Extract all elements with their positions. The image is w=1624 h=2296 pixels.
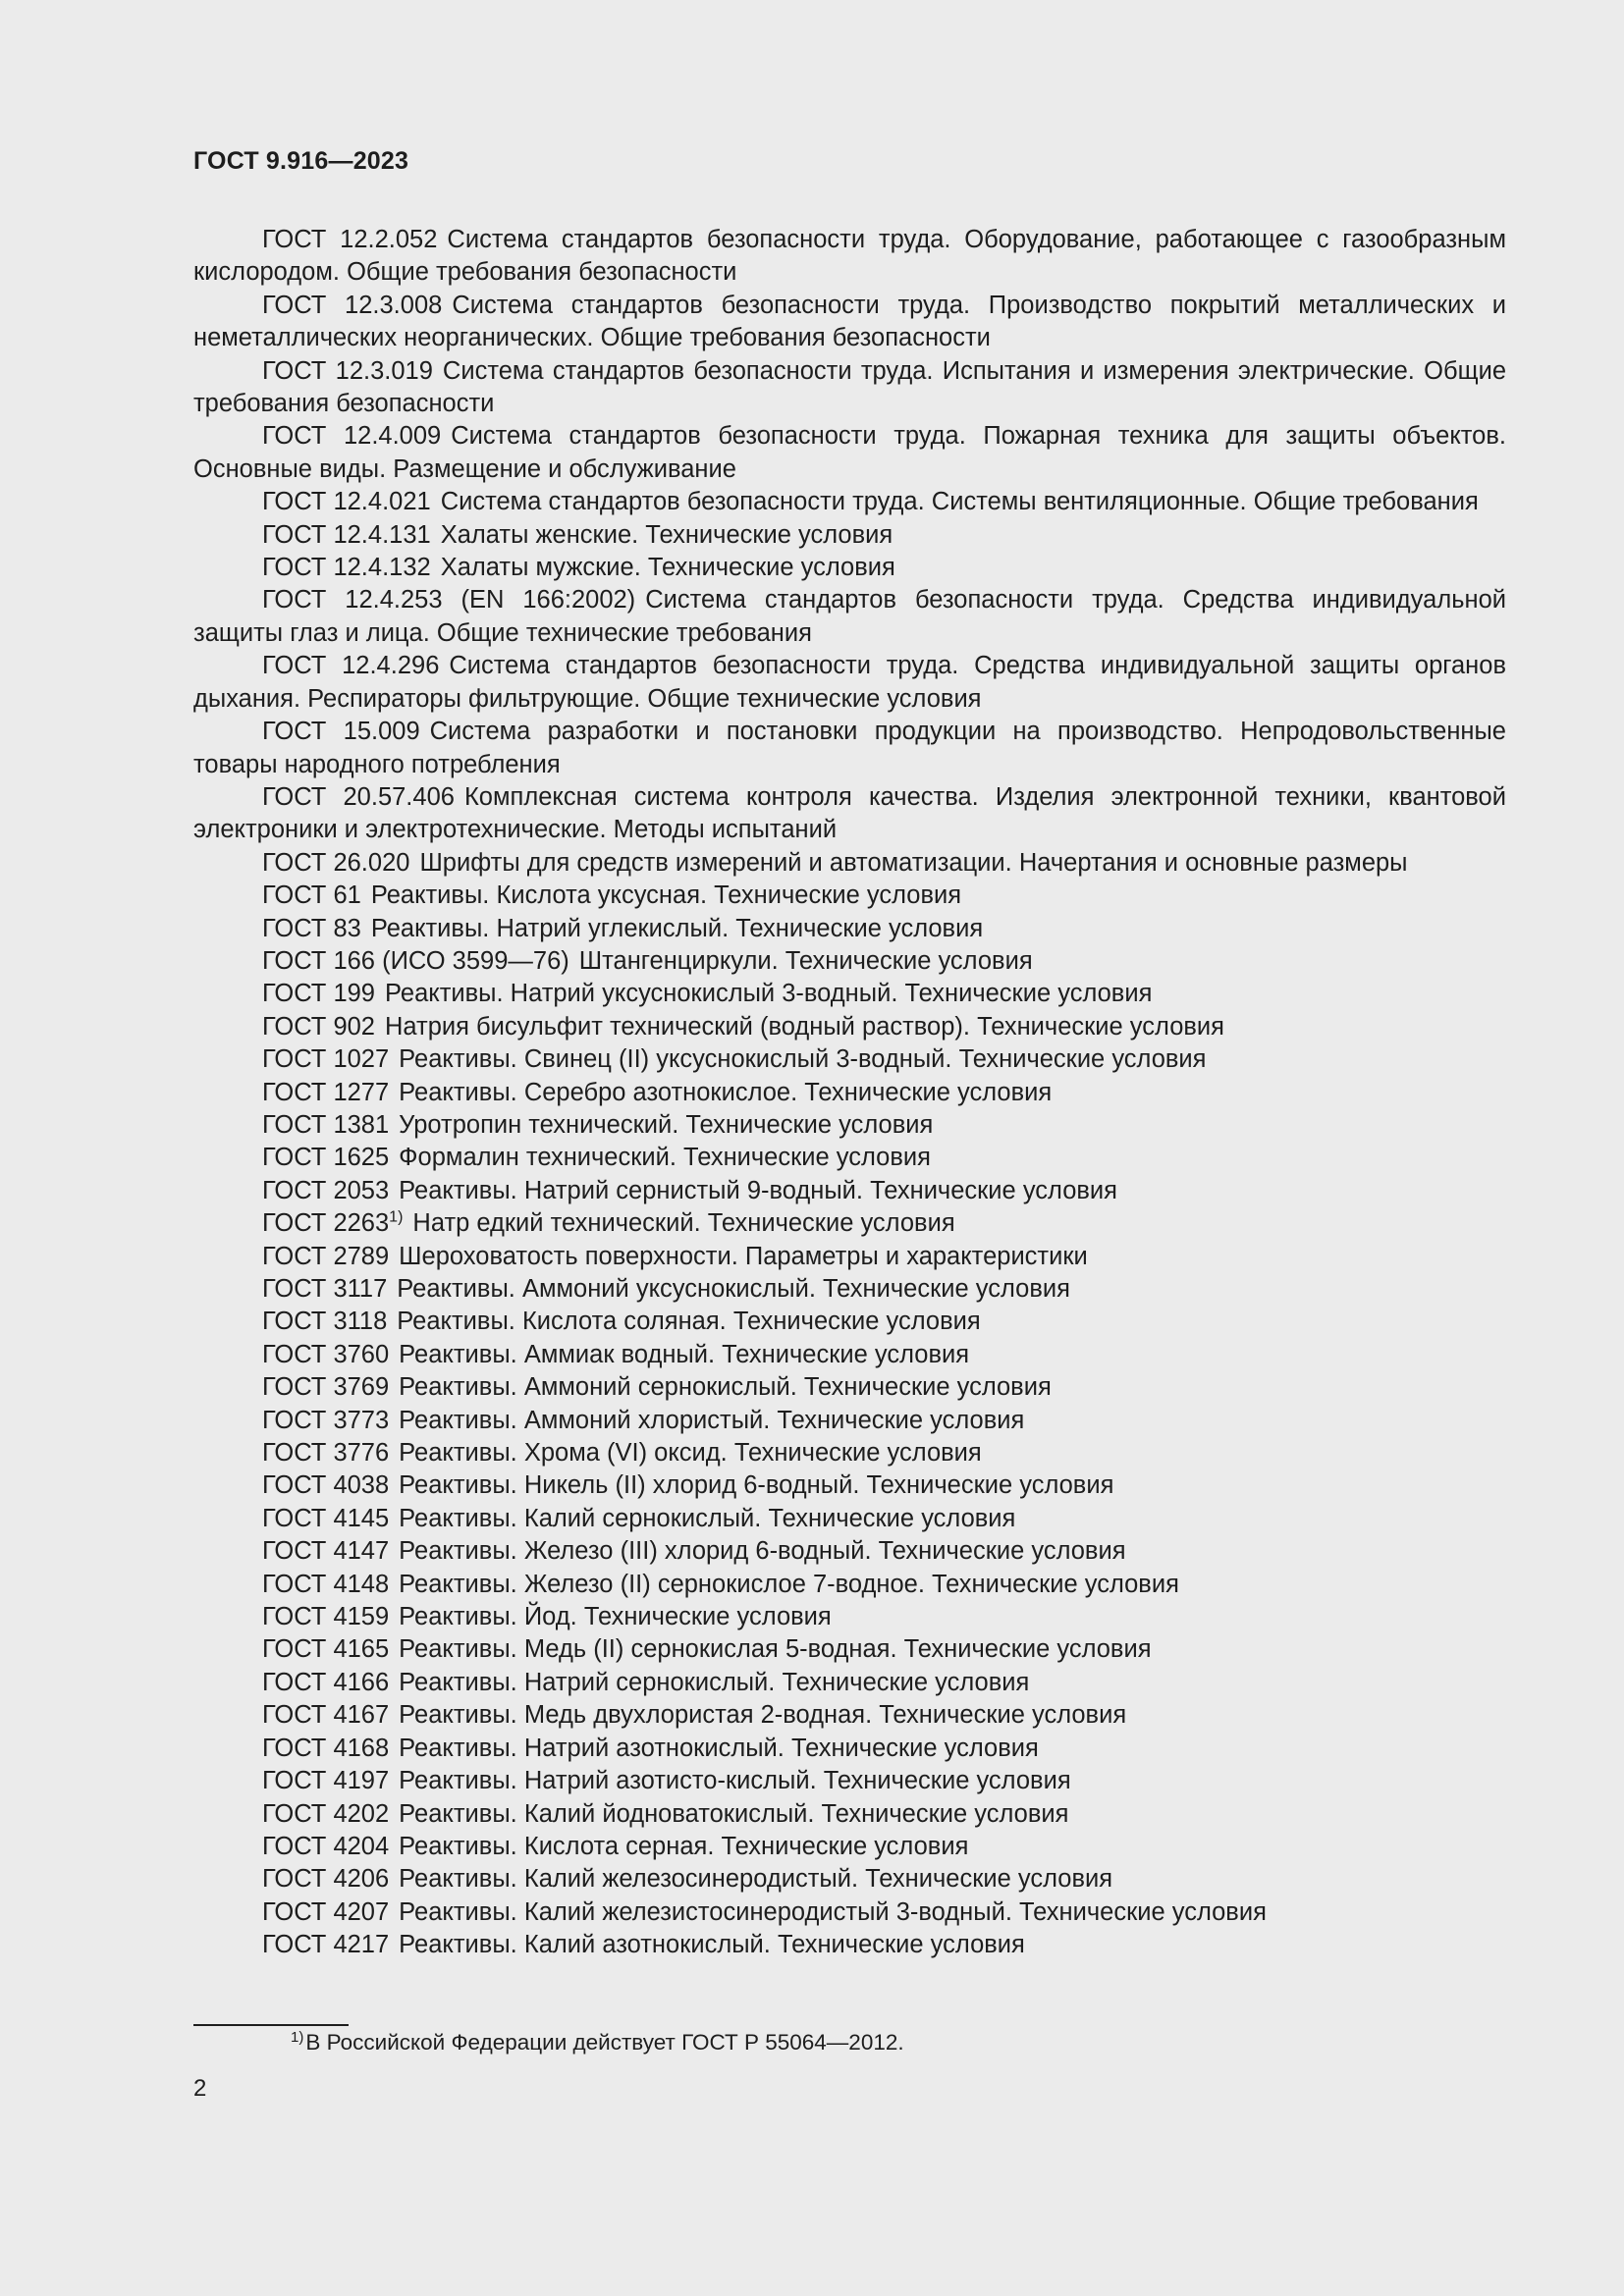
reference-title: Система разработки и постановки продукции на производство. Непродовольственные товары народного потребления: [193, 718, 1506, 778]
reference-code: [262, 1669, 389, 1696]
reference-title: Реактивы. Натрий уксуснокислый 3-водный. Технические условия: [385, 980, 1153, 1008]
reference-item: [193, 1077, 1506, 1109]
reference-code: [262, 554, 431, 581]
reference-code: [262, 783, 455, 811]
reference-code: [262, 1111, 389, 1139]
reference-title: Реактивы. Калий железосинеродистый. Технические условия: [399, 1865, 1113, 1894]
reference-code: [262, 652, 439, 679]
reference-title: Реактивы. Натрий сернистый 9-водный. Технические условия: [399, 1176, 1117, 1204]
reference-item: [193, 552, 1506, 584]
reference-code-text: ГОСТ 61: [262, 881, 361, 910]
reference-item: [193, 584, 1506, 650]
footnote-marker: 1): [291, 2028, 304, 2046]
reference-item: [193, 1273, 1506, 1306]
reference-code: [262, 422, 441, 450]
reference-title: Реактивы. Кислота соляная. Технические условия: [397, 1308, 981, 1336]
reference-code: [262, 1013, 375, 1041]
reference-code-text: ГОСТ 3118: [262, 1308, 388, 1336]
reference-item: [193, 519, 1506, 552]
reference-title: Система стандартов безопасности труда. Испытания и измерения электрические. Общие требования безопасности: [193, 356, 1506, 418]
reference-title: Реактивы. Калий азотнокислый. Технические условия: [399, 1931, 1025, 1959]
reference-code: [262, 357, 433, 385]
reference-code-text: ГОСТ 4206: [262, 1865, 390, 1894]
reference-item: [193, 1306, 1506, 1338]
reference-title: Реактивы. Калий железистосинеродистый 3-водный. Технические условия: [399, 1897, 1267, 1926]
reference-item: [193, 1831, 1506, 1863]
reference-code: [262, 881, 361, 909]
reference-code: [262, 947, 569, 975]
reference-code: [262, 1931, 389, 1958]
reference-code-text: ГОСТ 12.2.052: [262, 226, 438, 253]
reference-code-text: ГОСТ 4204: [262, 1832, 390, 1860]
reference-code: [262, 1407, 389, 1434]
footnote-ref-marker: 1): [389, 1208, 404, 1226]
reference-code-text: ГОСТ 3776: [262, 1439, 390, 1468]
reference-code-text: ГОСТ 4207: [262, 1897, 390, 1926]
reference-item: [193, 945, 1506, 978]
reference-item: [193, 1733, 1506, 1765]
reference-title: Реактивы. Никель (II) хлорид 6-водный. Технические условия: [399, 1471, 1114, 1500]
reference-code: [262, 915, 361, 942]
reference-code: [262, 1471, 389, 1499]
reference-title: Реактивы. Серебро азотнокислое. Технические условия: [399, 1078, 1053, 1106]
reference-title: Реактивы. Хрома (VI) оксид. Технические условия: [399, 1439, 982, 1468]
reference-code: [262, 1537, 389, 1565]
reference-code: [262, 1243, 389, 1270]
reference-title: Реактивы. Свинец (II) уксуснокислый 3-водный. Технические условия: [399, 1045, 1207, 1074]
reference-code-text: ГОСТ 1277: [262, 1078, 390, 1106]
reference-code: [262, 1800, 389, 1828]
reference-item: [193, 1798, 1506, 1831]
reference-code-text: ГОСТ 12.4.132: [262, 554, 431, 582]
reference-code-text: ГОСТ 4167: [262, 1701, 390, 1730]
reference-title: Реактивы. Натрий углекислый. Технические условия: [370, 914, 984, 942]
reference-code: [262, 1767, 389, 1794]
reference-code: [262, 1209, 403, 1237]
reference-code-text: ГОСТ 3760: [262, 1340, 390, 1368]
reference-title: Реактивы. Аммоний уксуснокислый. Технические условия: [397, 1275, 1070, 1303]
reference-item: [193, 1699, 1506, 1732]
reference-code-text: ГОСТ 902: [262, 1012, 375, 1041]
reference-code-text: ГОСТ 2789: [262, 1242, 390, 1270]
reference-code-text: ГОСТ 12.3.019: [262, 356, 433, 385]
reference-code: [262, 1701, 389, 1729]
reference-code-text: ГОСТ 12.4.131: [262, 520, 431, 549]
reference-item: [193, 913, 1506, 945]
footnote-text: В Российской Федерации действует ГОСТ Р 55064—2012.: [305, 2030, 904, 2055]
reference-title: Комплексная система контроля качества. Изделия электронной техники, квантовой электроники и электротехнические. Методы испытаний: [193, 782, 1506, 844]
reference-title: Реактивы. Натрий сернокислый. Технические условия: [399, 1668, 1030, 1696]
reference-code: [262, 980, 375, 1007]
reference-title: Штангенциркули. Технические условия: [578, 946, 1033, 975]
reference-title: Система стандартов безопасности труда. Пожарная техника для защиты объектов. Основные виды. Размещение и обслуживание: [193, 422, 1506, 483]
reference-code: [262, 1144, 389, 1171]
reference-title: Халаты мужские. Технические условия: [440, 554, 895, 582]
reference-title: Система стандартов безопасности труда. Системы вентиляционные. Общие требования: [440, 488, 1479, 516]
reference-code: [262, 1735, 389, 1762]
reference-item: [193, 486, 1506, 518]
reference-code: [262, 1079, 389, 1106]
reference-code: [262, 521, 431, 549]
reference-title: Халаты женские. Технические условия: [440, 520, 893, 549]
reference-item: [193, 1405, 1506, 1437]
reference-item: [193, 1371, 1506, 1404]
reference-title: Система стандартов безопасности труда. Оборудование, работающее с газообразным кислородом. Общие требования безопасности: [193, 226, 1506, 287]
reference-code-text: ГОСТ 4147: [262, 1537, 390, 1566]
reference-item: [193, 1339, 1506, 1371]
reference-code: [262, 292, 442, 319]
reference-code: [262, 586, 635, 614]
reference-item: [193, 1437, 1506, 1469]
footnote: [291, 2030, 904, 2056]
reference-code: [262, 1505, 389, 1532]
reference-code-text: ГОСТ 2263: [262, 1209, 390, 1238]
reference-title: Система стандартов безопасности труда. Средства индивидуальной защиты глаз и лица. Общие технические требования: [193, 586, 1506, 647]
reference-code: [262, 1898, 389, 1926]
reference-title: Реактивы. Кислота серная. Технические условия: [399, 1832, 969, 1860]
reference-item: [193, 1929, 1506, 1961]
reference-code: [262, 718, 420, 745]
reference-title: Реактивы. Железо (III) хлорид 6-водный. Технические условия: [399, 1537, 1126, 1566]
reference-code: [262, 1308, 387, 1335]
reference-title: Натрия бисульфит технический (водный раствор). Технические условия: [385, 1012, 1224, 1041]
reference-code-text: ГОСТ 4202: [262, 1799, 390, 1828]
page-header: ГОСТ 9.916—2023: [193, 147, 409, 175]
reference-code-text: ГОСТ 4148: [262, 1570, 390, 1598]
reference-code-text: ГОСТ 4145: [262, 1504, 390, 1532]
reference-item: [193, 716, 1506, 781]
reference-code-text: ГОСТ 15.009: [262, 718, 420, 746]
reference-item: [193, 1011, 1506, 1043]
reference-item: [193, 1469, 1506, 1502]
reference-code-text: ГОСТ 12.3.008: [262, 291, 443, 319]
reference-item: [193, 1109, 1506, 1142]
reference-code: [262, 1571, 389, 1598]
reference-title: Натр едкий технический. Технические условия: [412, 1209, 955, 1238]
reference-code-text: ГОСТ 26.020: [262, 848, 410, 877]
reference-title: Уротропин технический. Технические условия: [399, 1110, 934, 1139]
reference-code-text: ГОСТ 3769: [262, 1373, 390, 1402]
reference-title: Реактивы. Аммиак водный. Технические условия: [399, 1340, 970, 1368]
reference-title: Реактивы. Натрий азотнокислый. Технические условия: [399, 1734, 1039, 1762]
reference-code: [262, 1177, 389, 1204]
reference-item: [193, 420, 1506, 486]
reference-code-text: ГОСТ 199: [262, 980, 375, 1008]
reference-code-text: ГОСТ 4197: [262, 1767, 390, 1795]
reference-code-text: ГОСТ 4168: [262, 1734, 390, 1762]
reference-code: [262, 849, 409, 877]
reference-item: [193, 1667, 1506, 1699]
reference-code: [262, 226, 437, 253]
reference-item: [193, 1601, 1506, 1633]
reference-item: [193, 1765, 1506, 1797]
reference-title: Система стандартов безопасности труда. Производство покрытий металлических и неметаллических неорганических. Общие требования безопасности: [193, 291, 1506, 352]
reference-title: Система стандартов безопасности труда. Средства индивидуальной защиты органов дыхания. Респираторы фильтрующие. Общие технические условия: [193, 652, 1506, 713]
reference-item: [193, 1175, 1506, 1207]
reference-code-text: ГОСТ 4217: [262, 1931, 390, 1959]
reference-item: [193, 1863, 1506, 1896]
reference-code-text: ГОСТ 2053: [262, 1176, 390, 1204]
reference-title: Реактивы. Медь (II) сернокислая 5-водная. Технические условия: [399, 1635, 1152, 1664]
reference-item: [193, 1569, 1506, 1601]
reference-code-text: ГОСТ 1625: [262, 1144, 390, 1172]
reference-item: [193, 1043, 1506, 1076]
reference-title: Реактивы. Аммоний хлористый. Технические условия: [399, 1406, 1025, 1434]
normative-references-list: [193, 224, 1506, 1962]
reference-title: Реактивы. Кислота уксусная. Технические условия: [370, 881, 962, 910]
reference-item: [193, 1207, 1506, 1240]
reference-item: [193, 1633, 1506, 1666]
reference-title: Шероховатость поверхности. Параметры и характеристики: [399, 1242, 1088, 1270]
reference-code: [262, 1045, 389, 1073]
reference-item: [193, 781, 1506, 847]
reference-item: [193, 1896, 1506, 1929]
reference-code: [262, 1635, 389, 1663]
reference-item: [193, 1241, 1506, 1273]
reference-code: [262, 1865, 389, 1893]
reference-item: [193, 650, 1506, 716]
reference-item: [193, 290, 1506, 355]
reference-title: Реактивы. Аммоний сернокислый. Технические условия: [399, 1373, 1052, 1402]
reference-code-text: ГОСТ 4038: [262, 1471, 390, 1500]
reference-code: [262, 1373, 389, 1401]
reference-code-text: ГОСТ 4159: [262, 1603, 390, 1631]
reference-code-text: ГОСТ 12.4.021: [262, 488, 431, 516]
reference-code-text: ГОСТ 12.4.009: [262, 422, 442, 451]
reference-title: Реактивы. Железо (II) сернокислое 7-водное. Технические условия: [399, 1570, 1179, 1598]
reference-code-text: ГОСТ 20.57.406: [262, 782, 455, 811]
reference-item: [193, 847, 1506, 880]
reference-code-text: ГОСТ 3117: [262, 1275, 388, 1303]
reference-code-text: ГОСТ 4166: [262, 1668, 390, 1696]
reference-item: [193, 1503, 1506, 1535]
footnote-divider: [193, 2024, 349, 2026]
reference-code: [262, 1439, 389, 1467]
reference-code: [262, 1341, 389, 1368]
reference-item: [193, 1535, 1506, 1568]
reference-code-text: ГОСТ 166 (ИСО 3599—76): [262, 946, 569, 975]
reference-code-text: ГОСТ 83: [262, 914, 361, 942]
reference-code-text: ГОСТ 12.4.296: [262, 652, 440, 680]
reference-code-text: ГОСТ 4165: [262, 1635, 390, 1664]
reference-item: [193, 978, 1506, 1010]
reference-title: Реактивы. Натрий азотисто-кислый. Технические условия: [399, 1767, 1071, 1795]
reference-code: [262, 1603, 389, 1630]
reference-code-text: ГОСТ 3773: [262, 1406, 390, 1434]
reference-title: Реактивы. Калий йодноватокислый. Технические условия: [399, 1799, 1069, 1828]
reference-title: Реактивы. Медь двухлористая 2-водная. Технические условия: [399, 1701, 1127, 1730]
reference-code-text: ГОСТ 1381: [262, 1110, 390, 1139]
reference-code: [262, 1833, 389, 1860]
reference-title: Реактивы. Йод. Технические условия: [399, 1603, 832, 1631]
reference-item: [193, 355, 1506, 421]
reference-code-text: ГОСТ 1027: [262, 1045, 390, 1074]
reference-code-text: ГОСТ 12.4.253 (EN 166:2002): [262, 586, 636, 614]
page-number: 2: [193, 2075, 207, 2102]
reference-title: Формалин технический. Технические условия: [399, 1144, 931, 1172]
reference-item: [193, 224, 1506, 290]
reference-title: Шрифты для средств измерений и автоматизации. Начертания и основные размеры: [419, 848, 1408, 877]
reference-item: [193, 880, 1506, 912]
reference-code: [262, 488, 431, 515]
reference-title: Реактивы. Калий сернокислый. Технические условия: [399, 1504, 1016, 1532]
reference-item: [193, 1142, 1506, 1174]
reference-code: [262, 1275, 387, 1303]
